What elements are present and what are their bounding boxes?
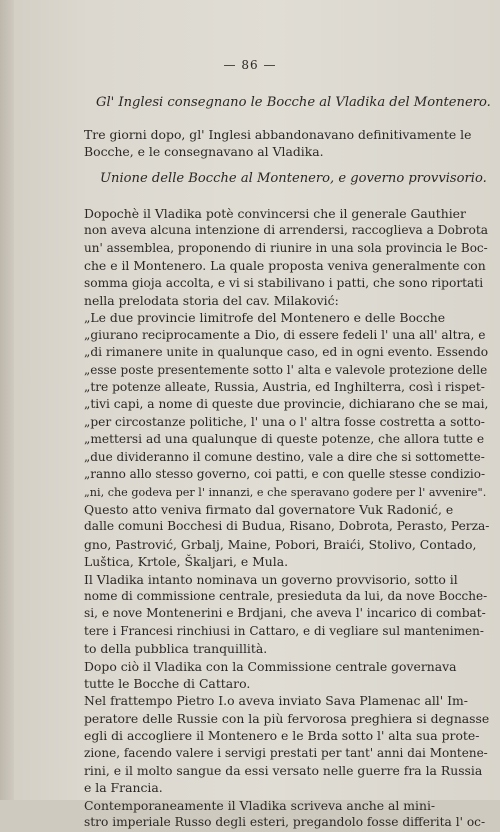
text-line: rini, e il molto sangue da essi versato nelle guerre fra la Russia: [84, 763, 483, 778]
page-number: — 86 —: [223, 58, 277, 72]
text-line: to della pubblica tranquillità.: [84, 641, 268, 657]
text-line: zione, facendo valere i servigi prestati per tant' anni dai Montene-: [84, 745, 488, 760]
section-heading-unione: Unione delle Bocche al Montenero, e governo provvisorio.: [100, 171, 487, 186]
text-line: Contemporaneamente il Vladika scriveva anche al mini-: [84, 797, 436, 813]
page-gutter: [0, 0, 14, 800]
text-line: tutte le Bocche di Cattaro.: [84, 675, 251, 691]
text-line: Questo atto veniva firmato dal governatore Vuk Radonić, e: [84, 501, 454, 517]
text-line: nella prelodata storia del cav. Milaković:: [84, 293, 339, 309]
text-line: „giurano reciprocamente a Dio, di essere fedeli l' una all' altra, e: [84, 327, 486, 342]
text-line: Nel frattempo Pietro I.o aveva inviato Sava Plamenac all' Im-: [84, 693, 468, 709]
section-body-unione: [84, 205, 489, 832]
text-line: „di rimanere unite in qualunque caso, ed in ogni evento. Essendo: [84, 345, 489, 360]
text-line: dalle comuni Bocchesi di Budua, Risano, Dobrota, Perasto, Perza-: [84, 519, 490, 534]
text-line: „ranno allo stesso governo, coi patti, e con quelle stesse condizio-: [84, 467, 486, 482]
text-line: un' assemblea, proponendo di riunire in una sola provincia le Boc-: [84, 240, 488, 255]
text-line: „tivi capi, a nome di queste due provincie, dichiarano che se mai,: [84, 397, 489, 412]
text-line: Bocche, e le consegnavano al Vladika.: [84, 144, 324, 160]
text-line: e la Francia.: [84, 780, 163, 796]
text-line: stro imperiale Russo degli esteri, pregandolo fosse differita l' oc-: [84, 815, 486, 830]
text-line: „esse poste presentemente sotto l' alta e valevole protezione delle: [84, 362, 488, 377]
text-line: Dopo ciò il Vladika con la Commissione centrale governava: [84, 658, 457, 674]
text-line: Luštica, Krtole, Škaljari, e Mula.: [84, 554, 289, 570]
section-body-inglesi: [84, 126, 489, 161]
text-line: peratore delle Russie con la più fervorosa preghiera si degnasse: [84, 710, 490, 726]
text-line: „Le due provincie limitrofe del Montenero e delle Bocche: [84, 310, 446, 326]
text-line: tere i Francesi rinchiusi in Cattaro, e di vegliare sul mantenimen-: [84, 623, 484, 638]
text-line: egli di accogliere il Montenero e le Brda sotto l' alta sua prote-: [84, 728, 480, 744]
text-line: somma gioja accolta, e vi si stabilivano i patti, che sono riportati: [84, 275, 484, 290]
text-line: non aveva alcuna intenzione di arrendersi, raccoglieva a Dobrota: [84, 223, 489, 238]
text-line: nome di commissione centrale, presieduta da lui, da nove Bocche-: [84, 588, 488, 603]
text-line: „due divideranno il comune destino, vale a dire che si sottomette-: [84, 449, 485, 464]
text-line: Il Vladika intanto nominava un governo provvisorio, sotto il: [84, 571, 458, 587]
text-line: si, e nove Montenerini e Brdjani, che aveva l' incarico di combat-: [84, 606, 486, 621]
text-line: che e il Montenero. La quale proposta veniva generalmente con: [84, 258, 486, 274]
text-line: gno, Pastrović, Grbalj, Maine, Pobori, Braići, Stolivo, Contado,: [84, 536, 477, 552]
text-line: „mettersi ad una qualunque di queste potenze, che allora tutte e: [84, 432, 485, 447]
text-line: Tre giorni dopo, gl' Inglesi abbandonavano definitivamente le: [84, 127, 472, 142]
text-line: „ni, che godeva per l' innanzi, e che speravano godere per l' avvenire".: [84, 485, 487, 499]
text-line: Dopochè il Vladika potè convincersi che il generale Gauthier: [84, 206, 466, 221]
section-heading-inglesi: Gl' Inglesi consegnano le Bocche al Vladika del Montenero.: [96, 95, 491, 110]
text-line: „tre potenze alleate, Russia, Austria, ed Inghilterra, così i rispet-: [84, 380, 485, 395]
text-line: „per circostanze politiche, l' una o l' altra fosse costretta a sotto-: [84, 414, 485, 429]
